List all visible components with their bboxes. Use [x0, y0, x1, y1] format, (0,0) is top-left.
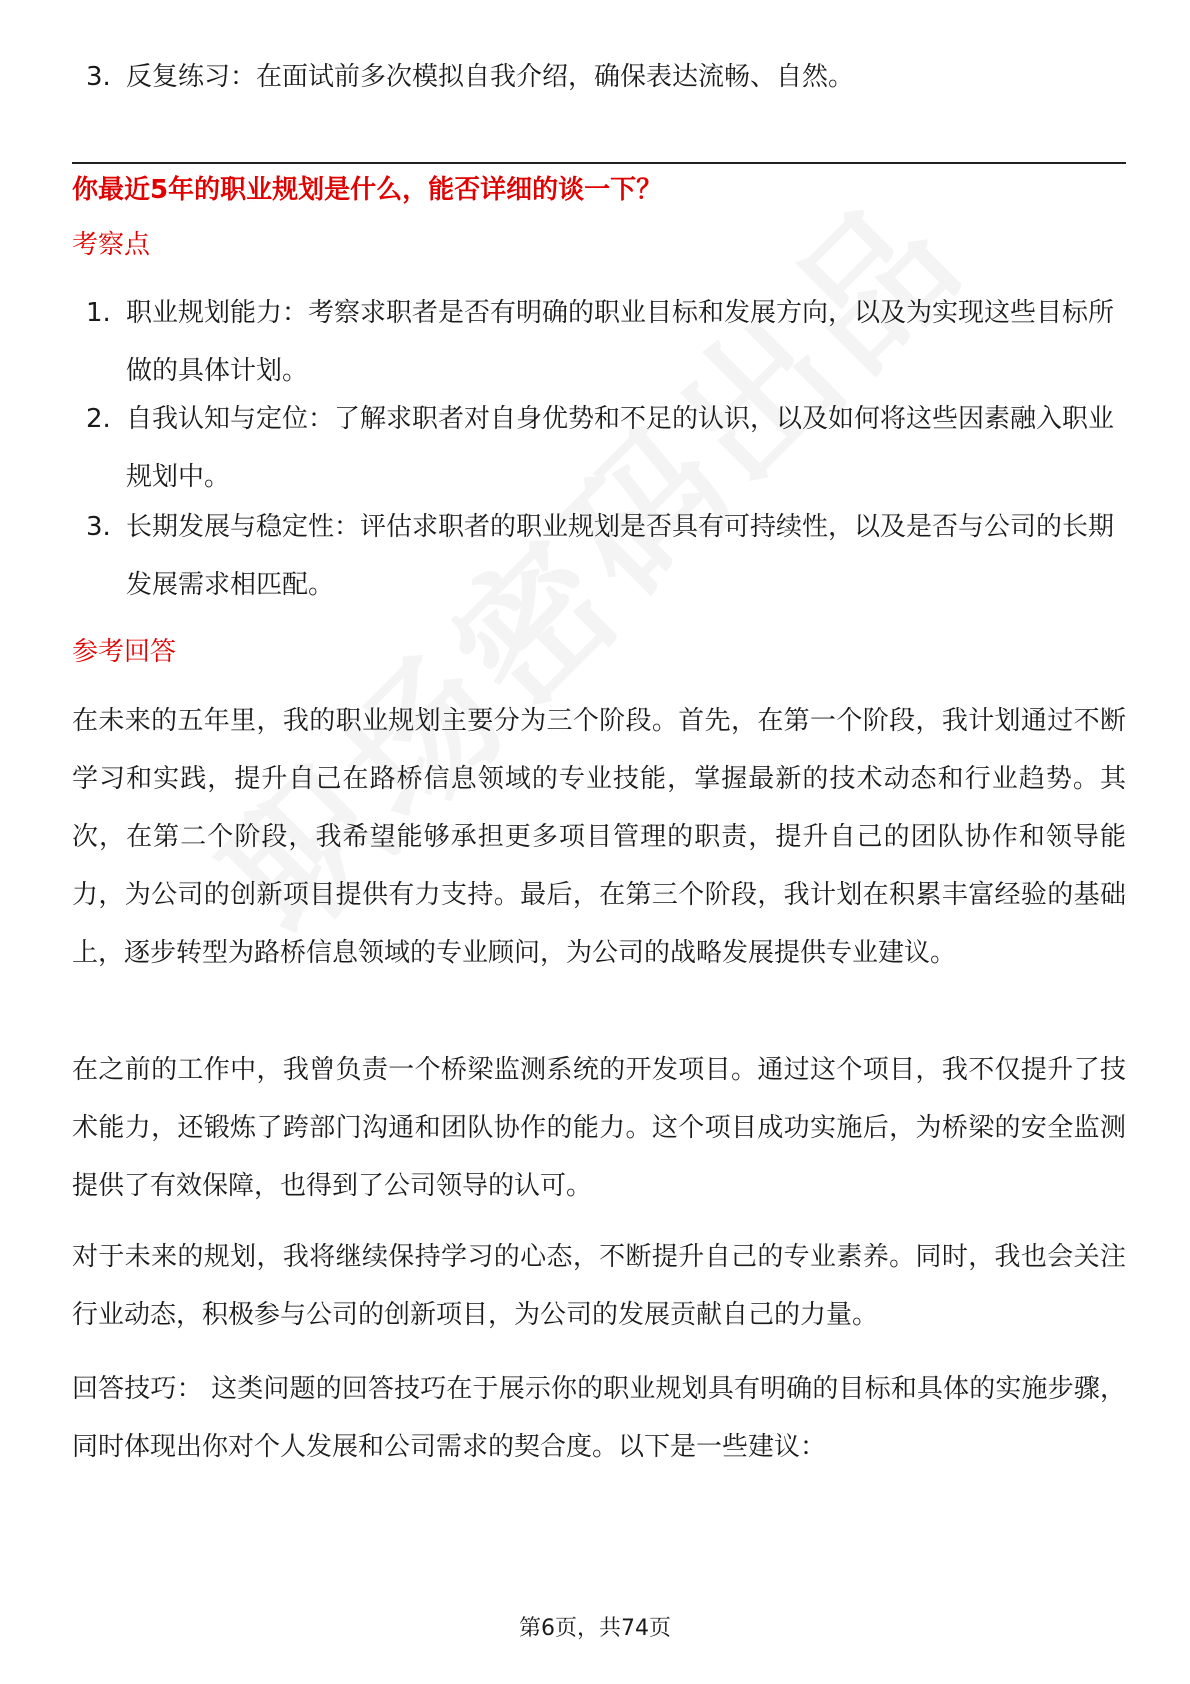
- list-number: 2.: [86, 404, 111, 434]
- page-number: 第6页，共74页: [519, 1616, 671, 1641]
- section-divider: [72, 162, 1126, 164]
- answer-paragraph: 对于未来的规划，我将继续保持学习的心态，不断提升自己的专业素养。同时，我也会关注行业动态，积极参与公司的创新项目，为公司的发展贡献自己的力量。: [72, 1242, 1126, 1330]
- list-text: 反复练习：在面试前多次模拟自我介绍，确保表达流畅、自然。: [126, 62, 855, 92]
- answer-paragraph: 在未来的五年里，我的职业规划主要分为三个阶段。首先，在第一个阶段，我计划通过不断学习和实践，提升自己在路桥信息领域的专业技能，掌握最新的技术动态和行业趋势。其次，在第二个阶段，我希望能够承担更多项目管理的职责，提升自己的团队协作和领导能力，为公司的创新项目提供有力支持。最后，在第三个阶段，我计划在积累丰富经验的基础上，逐步转型为路桥信息领域的专业顾问，为公司的战略发展提供专业建议。: [72, 706, 1126, 968]
- list-number: 3.: [86, 62, 111, 92]
- question-heading: 你最近5年的职业规划是什么，能否详细的谈一下？: [72, 175, 663, 205]
- answer-paragraph: 在之前的工作中，我曾负责一个桥梁监测系统的开发项目。通过这个项目，我不仅提升了技术能力，还锻炼了跨部门沟通和团队协作的能力。这个项目成功实施后，为桥梁的安全监测提供了有效保障，也得到了公司领导的认可。: [72, 1055, 1126, 1201]
- list-text: 自我认知与定位：了解求职者对自身优势和不足的认识，以及如何将这些因素融入职业规划中。: [126, 404, 1115, 492]
- list-number: 3.: [86, 512, 111, 542]
- list-text: 长期发展与稳定性：评估求职者的职业规划是否具有可持续性，以及是否与公司的长期发展需求相匹配。: [126, 512, 1115, 600]
- tips-paragraph: 回答技巧： 这类问题的回答技巧在于展示你的职业规划具有明确的目标和具体的实施步骤，同时体现出你对个人发展和公司需求的契合度。以下是一些建议：: [72, 1374, 1126, 1462]
- answer-label: 参考回答: [72, 637, 177, 667]
- focus-label: 考察点: [72, 230, 151, 260]
- list-text: 职业规划能力：考察求职者是否有明确的职业目标和发展方向，以及为实现这些目标所做的具体计划。: [126, 298, 1115, 386]
- list-number: 1.: [86, 298, 111, 328]
